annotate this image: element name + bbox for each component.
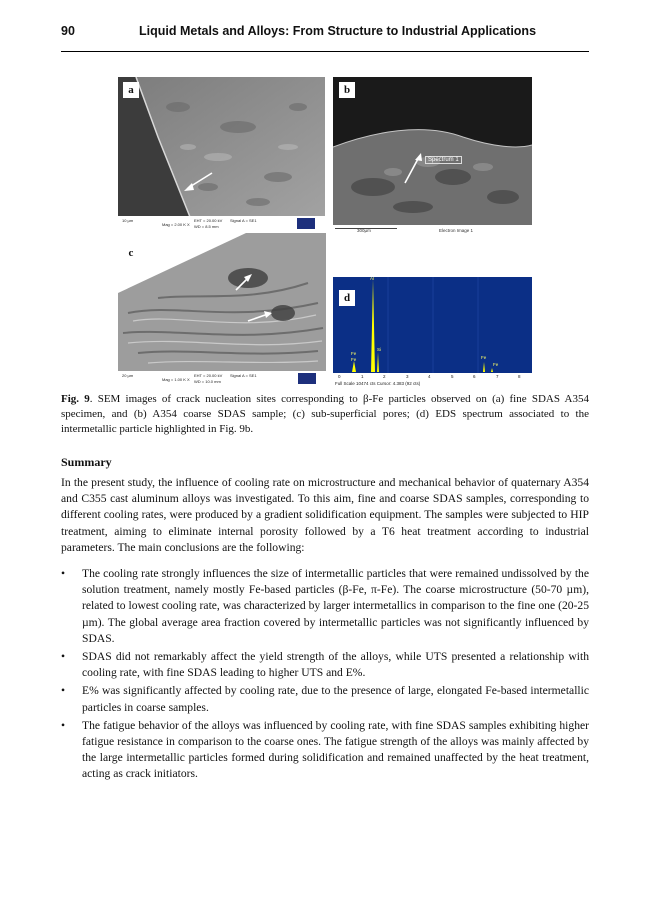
list-item: • The cooling rate strongly influences the size of intermetallic particles that were remained undissolved by the solution treatment, namely mostly Fe-based particles (β-Fe, π-Fe). The coarse microstructure (50-70 µm), related to lowest cooling rate, was characterized by larger intermetallics in comparison to the fine one (20-25 µm). The global average area fraction covered by intermetallic particles was not significantly influenced by SDAS.: [61, 567, 589, 645]
zeiss-logo: [298, 373, 316, 384]
sem-image-c: [118, 233, 326, 387]
zeiss-logo: [297, 218, 315, 229]
book-title: Liquid Metals and Alloys: From Structure to Industrial Applications: [139, 24, 537, 38]
running-header: [61, 24, 589, 44]
sem-image-c-texture: [118, 233, 326, 371]
spectrum-label: Spectrum 1: [425, 156, 462, 164]
caption-text: . SEM images of crack nucleation sites corresponding to β-Fe particles observed on (a) fine SDAS A354 specimen, and (b) A354 coarse SDAS sample; (c) sub-superficial pores; (d) EDS spectrum associated to the intermetallic particle highlighted in Fig. 9b.: [61, 393, 589, 435]
peak-label-al: Al: [370, 277, 375, 281]
sem-databar-c: 20 µm Mag = 1.00 K X EHT = 20.00 kV WD = 10.0 mm Signal A = SE1: [118, 371, 326, 387]
figure-caption: [61, 392, 589, 437]
scale-bar-c: 20 µm: [122, 373, 134, 378]
sem-image-a-texture: [118, 77, 325, 232]
sem-databar-a: 10 µm Mag = 2.00 K X EHT = 20.00 kV WD = 8.5 mm Signal A = SE1: [118, 216, 325, 232]
eds-spectrum-d: Al Fe Fe Si Fe Fe 0 1 2 3 4 5 6 7 8 Full Scale 10474 cts Cursor: 4.383 (92 cts) d: [333, 277, 532, 387]
list-item: • SDAS did not remarkably affect the yield strength of the alloys, while UTS presented a relationship with cooling rate, with fine SDAS leading to higher UTS and E%.: [61, 650, 589, 680]
eds-spectrum-plot: [333, 277, 532, 373]
header-rule: [61, 51, 589, 52]
panel-label-c: c: [123, 245, 139, 261]
list-item: • The fatigue behavior of the alloys was influenced by cooling rate, with fine SDAS samples exhibiting higher fatigue resistance in comparison to the coarse ones. The fatigue strength of the alloys was mainly affected by the large intermetallic particles formed during solidification and remained unaffected by the heat treatment, acting as crack initiators.: [61, 718, 589, 781]
panel-label-a: a: [123, 82, 139, 98]
page-number: 90: [61, 24, 75, 38]
panel-label-b: b: [339, 82, 355, 98]
sem-image-b-texture: [333, 77, 532, 225]
sem-image-a: [118, 77, 325, 232]
section-heading-summary: Summary: [61, 455, 112, 469]
figure-label: Fig. 9: [61, 393, 90, 405]
conclusions-list: [61, 566, 589, 785]
list-item: • E% was significantly affected by cooling rate, due to the presence of large, elongated Fe-based intermetallic particles in coarse samples.: [61, 684, 589, 714]
eds-footer: Full Scale 10474 cts Cursor: 4.383 (92 cts): [335, 381, 421, 386]
electron-image-caption: Electron Image 1: [439, 228, 474, 233]
scale-bar-a: 10 µm: [122, 218, 134, 223]
panel-label-d: d: [339, 290, 355, 306]
summary-intro-paragraph: In the present study, the influence of cooling rate on microstructure and mechanical behavior of quaternary A354 and C355 cast aluminum alloys was investigated. To this aim, fine and coarse SDAS samples, corresponding to different cooling rates, were produced by a gradient solidification equipment. The samples were subjected to HIP treatment, aiming to eliminate internal porosity followed by a T6 heat treatment according to industrial parameters. The main conclusions are the following:: [61, 476, 589, 554]
eds-axis-ticks: 0 1 2 3 4 5 6 7 8: [338, 374, 521, 379]
sem-image-b: Spectrum 1 300µm Electron Image 1 b: [333, 77, 532, 234]
